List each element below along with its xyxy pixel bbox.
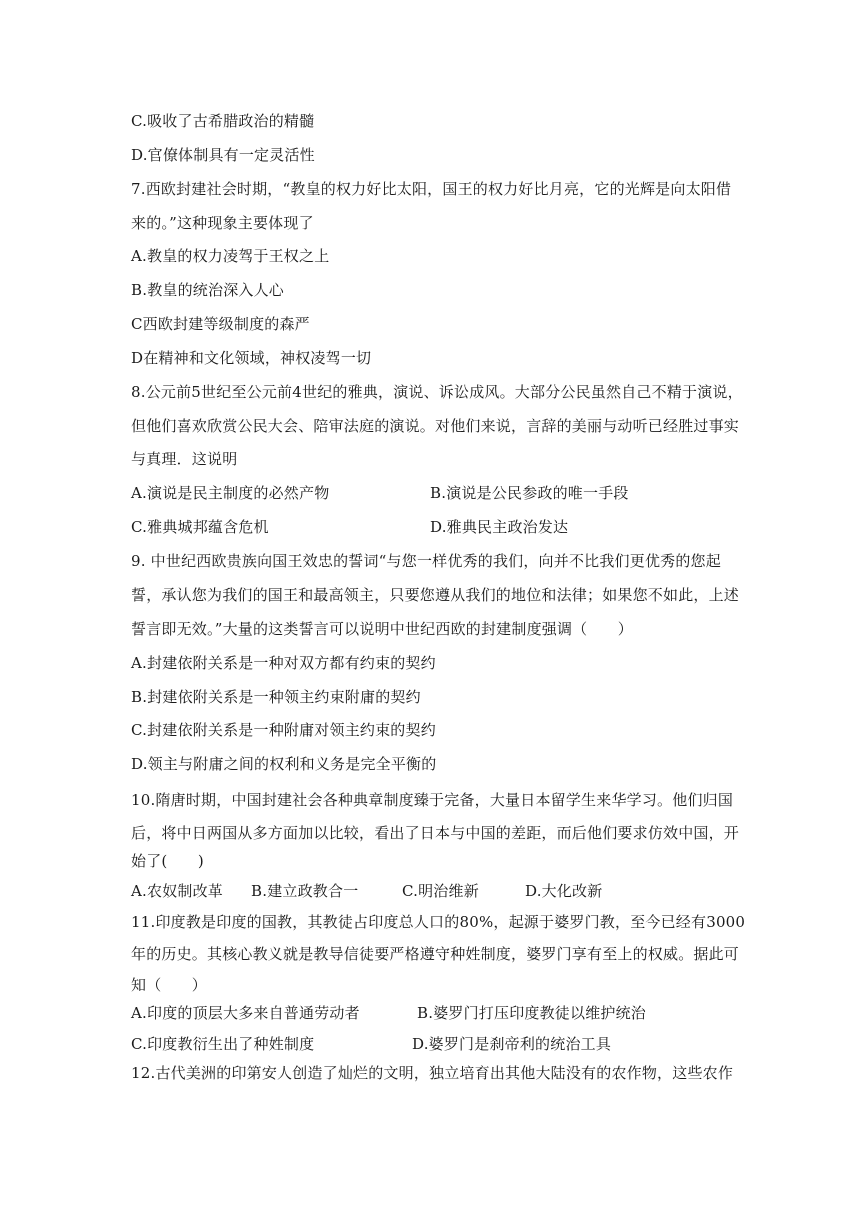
q7-stem-line-2: 来的。”这种现象主要体现了 [131, 214, 314, 232]
q10-option-c: C.明治维新 [402, 882, 479, 900]
q11-option-b: B.婆罗门打压印度教徒以维护统治 [417, 1004, 646, 1022]
q11-stem-line-3: 知（ ） [131, 976, 208, 994]
q10-stem-line-3: 始了( ) [131, 852, 204, 870]
q9-option-a: A.封建依附关系是一种对双方都有约束的契约 [131, 654, 436, 672]
q8-option-d: D.雅典民主政治发达 [430, 518, 569, 536]
q10-option-d: D.大化改新 [525, 882, 603, 900]
q6-option-c: C.吸收了古希腊政治的精髓 [131, 112, 315, 130]
q11-option-d: D.婆罗门是刹帝利的统治工具 [412, 1035, 612, 1053]
q9-option-c: C.封建依附关系是一种附庸对领主约束的契约 [131, 721, 436, 739]
q7-option-d: D在精神和文化领域，神权凌驾一切 [131, 349, 372, 367]
q11-stem-line-1: 11.印度教是印度的国教，其教徒占印度总人口的80%，起源于婆罗门教，至今已经有3000 [131, 913, 746, 931]
q8-stem-line-3: 与真理．这说明 [131, 450, 238, 468]
q11-option-a: A.印度的顶层大多来自普通劳动者 [131, 1004, 360, 1022]
q8-stem-line-1: 8.公元前5世纪至公元前4世纪的雅典，演说、诉讼成风。大部分公民虽然自己不精于演说， [131, 383, 743, 401]
q10-stem-line-1: 10.隋唐时期，中国封建社会各种典章制度臻于完备，大量日本留学生来华学习。他们归国 [131, 791, 734, 809]
q6-option-d: D.官僚体制具有一定灵活性 [131, 146, 315, 164]
q9-stem-line-2: 誓，承认您为我们的国王和最高领主，只要您遵从我们的地位和法律；如果您不如此，上述 [131, 586, 740, 604]
q9-stem-line-1: 9. 中世纪西欧贵族向国王效忠的誓词“与您一样优秀的我们，向并不比我们更优秀的您起 [131, 552, 721, 570]
q7-stem-line-1: 7.西欧封建社会时期，“教皇的权力好比太阳，国王的权力好比月亮，它的光辉是向太阳借 [131, 180, 732, 198]
q11-option-c: C.印度教衍生出了种姓制度 [131, 1035, 315, 1053]
q11-stem-line-2: 年的历史。其核心教义就是教导信徒要严格遵守种姓制度，婆罗门享有至上的权威。据此可 [131, 945, 740, 963]
q9-option-b: B.封建依附关系是一种领主约束附庸的契约 [131, 688, 421, 706]
q8-option-a: A.演说是民主制度的必然产物 [131, 484, 330, 502]
q7-option-b: B.教皇的统治深入人心 [131, 281, 284, 299]
q8-option-c: C.雅典城邦蕴含危机 [131, 518, 269, 536]
q7-option-c: C西欧封建等级制度的森严 [131, 315, 310, 333]
q10-stem-line-2: 后，将中日两国从多方面加以比较，看出了日本与中国的差距，而后他们要求仿效中国，开 [131, 824, 740, 842]
q10-option-b: B.建立政教合一 [251, 882, 359, 900]
q10-option-a: A.农奴制改革 [131, 882, 224, 900]
q9-option-d: D.领主与附庸之间的权利和义务是完全平衡的 [131, 755, 437, 773]
q8-stem-line-2: 但他们喜欢欣赏公民大会、陪审法庭的演说。对他们来说，言辞的美丽与动听已经胜过事实 [131, 417, 740, 435]
q7-option-a: A.教皇的权力凌驾于王权之上 [131, 247, 330, 265]
q9-stem-line-3: 誓言即无效。”大量的这类誓言可以说明中世纪西欧的封建制度强调（ ） [131, 620, 633, 638]
q12-stem-line-1: 12.古代美洲的印第安人创造了灿烂的文明，独立培育出其他大陆没有的农作物，这些农作 [131, 1064, 734, 1082]
q8-option-b: B.演说是公民参政的唯一手段 [430, 484, 629, 502]
